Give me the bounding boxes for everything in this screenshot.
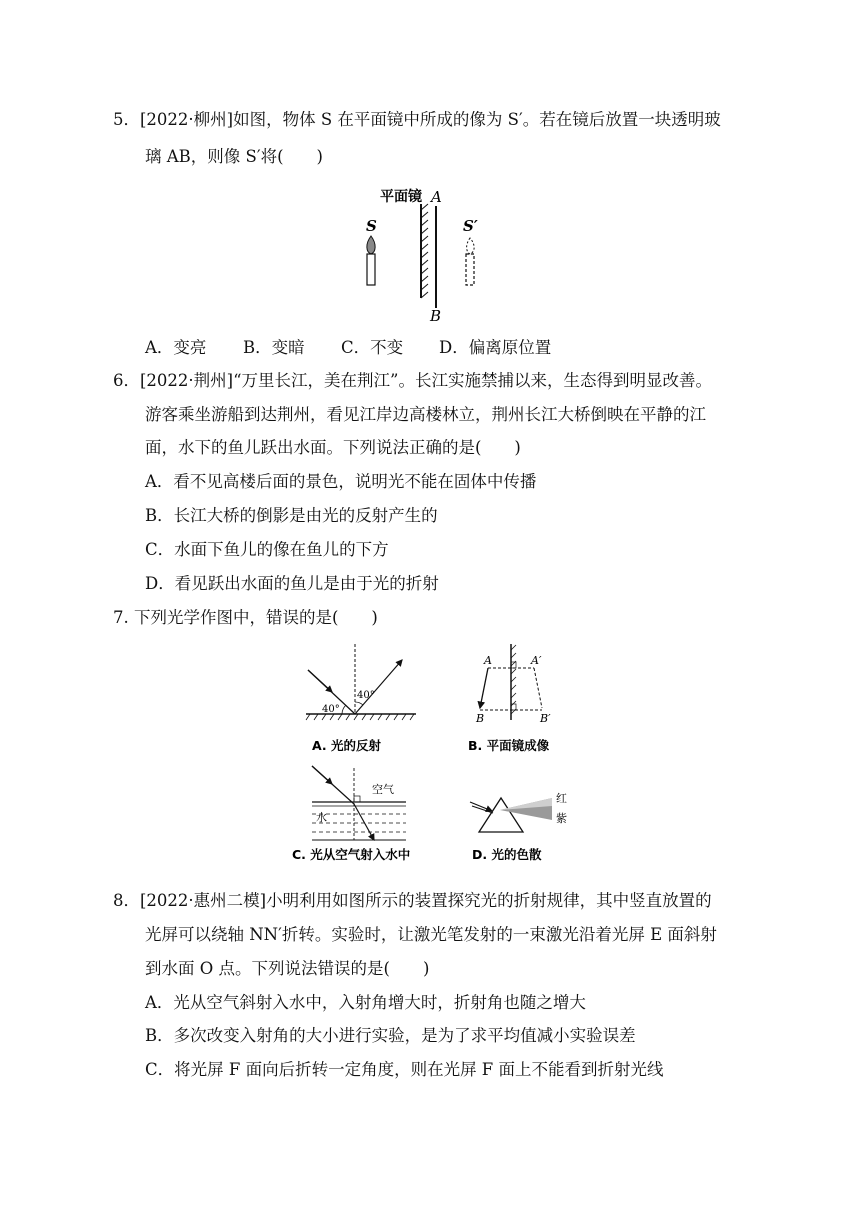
q6-option-a[interactable]: A．看不见高楼后面的景色，说明光不能在固体中传播 <box>145 472 537 491</box>
q7-c-air-label: 空气 <box>372 783 394 796</box>
q5-flame <box>367 236 375 254</box>
q6-stem-line2: 游客乘坐游船到达荆州，看见江岸边高楼林立，荆州长江大桥倒映在平静的江 <box>145 405 706 424</box>
q7-b-label-a: A <box>484 654 492 667</box>
q5-stem-line1: 5．[2022·柳州]如图，物体 S 在平面镜中所成的像为 S′。若在镜后放置一块透明玻 <box>113 110 721 129</box>
q8-option-c[interactable]: C．将光屏 F 面向后折转一定角度，则在光屏 F 面上不能看到折射光线 <box>145 1060 664 1079</box>
q7-d-violet-label: 紫 <box>556 812 567 825</box>
q5-option-c[interactable]: C．不变 <box>341 338 404 357</box>
q7-d-prism <box>479 798 523 832</box>
q7-b-caption: B. 平面镜成像 <box>468 738 550 753</box>
q5-option-b[interactable]: B．变暗 <box>243 338 305 357</box>
q5-stem-line2: 璃 AB，则像 S′将( ) <box>145 147 323 166</box>
q5-mirror-hatch <box>421 204 428 298</box>
q5-option-a[interactable]: A．变亮 <box>145 338 207 357</box>
q8-option-a[interactable]: A．光从空气斜射入水中，入射角增大时，折射角也随之增大 <box>145 993 586 1012</box>
q5-option-d[interactable]: D．偏离原位置 <box>439 338 552 357</box>
q6-option-d[interactable]: D．看见跃出水面的鱼儿是由于光的折射 <box>145 574 439 593</box>
q7-b-label-a2: A′ <box>531 654 542 667</box>
q7-c-refracted-ray <box>354 804 374 840</box>
q5-figure <box>355 180 505 325</box>
q6-stem-line3: 面，水下的鱼儿跃出水面。下列说法正确的是( ) <box>145 438 521 457</box>
q8-stem-line3: 到水面 O 点。下列说法错误的是( ) <box>145 959 430 978</box>
q5-label-s-image: S′ <box>463 217 478 235</box>
q7-c-water-label: 水 <box>316 811 327 824</box>
q8-option-b[interactable]: B．多次改变入射角的大小进行实验，是为了求平均值减小实验误差 <box>145 1026 636 1045</box>
q8-stem-line2: 光屏可以绕轴 NN′折转。实验时，让激光笔发射的一束激光沿着光屏 E 面斜射 <box>145 925 717 944</box>
q7-d-red-label: 红 <box>556 792 567 805</box>
q5-mirror-label: 平面镜 <box>380 189 422 205</box>
q5-candle-image <box>466 254 474 285</box>
q5-options <box>145 337 551 359</box>
q5-label-a: A <box>431 188 442 206</box>
q7-a-reflected-ray <box>355 660 402 714</box>
q8-stem-line1: 8．[2022·惠州二模]小明利用如图所示的装置探究光的折射规律，其中竖直放置的 <box>113 891 712 910</box>
q7-a-angle-left: 40° <box>322 704 340 715</box>
q5-label-s: S <box>366 217 377 235</box>
q7-b-object-ab <box>480 668 488 708</box>
q5-flame-image <box>467 238 475 254</box>
q7-figures <box>290 640 590 870</box>
q7-fig-d <box>470 792 567 862</box>
q5-label-b: B <box>430 307 442 325</box>
q5-candle <box>367 254 375 285</box>
q7-d-caption: D. 光的色散 <box>472 847 542 862</box>
q6-stem-line1: 6．[2022·荆州]“万里长江，美在荆江”。长江实施禁捕以来，生态得到明显改善。 <box>113 371 712 390</box>
q7-c-caption: C. 光从空气射入水中 <box>292 847 411 862</box>
q7-b-image-ab <box>534 668 542 708</box>
q7-b-label-b: B <box>476 712 485 725</box>
q6-option-b[interactable]: B．长江大桥的倒影是由光的反射产生的 <box>145 506 438 525</box>
q7-a-angle-right: 40° <box>357 690 375 701</box>
q7-fig-a <box>306 644 416 753</box>
q7-a-caption: A. 光的反射 <box>312 738 382 753</box>
q7-fig-c <box>292 766 411 862</box>
q7-b-label-b2: B′ <box>540 712 551 725</box>
q6-option-c[interactable]: C．水面下鱼儿的像在鱼儿的下方 <box>145 540 389 559</box>
q7-stem: 7. 下列光学作图中，错误的是( ) <box>113 608 378 627</box>
q7-fig-b <box>468 644 551 753</box>
